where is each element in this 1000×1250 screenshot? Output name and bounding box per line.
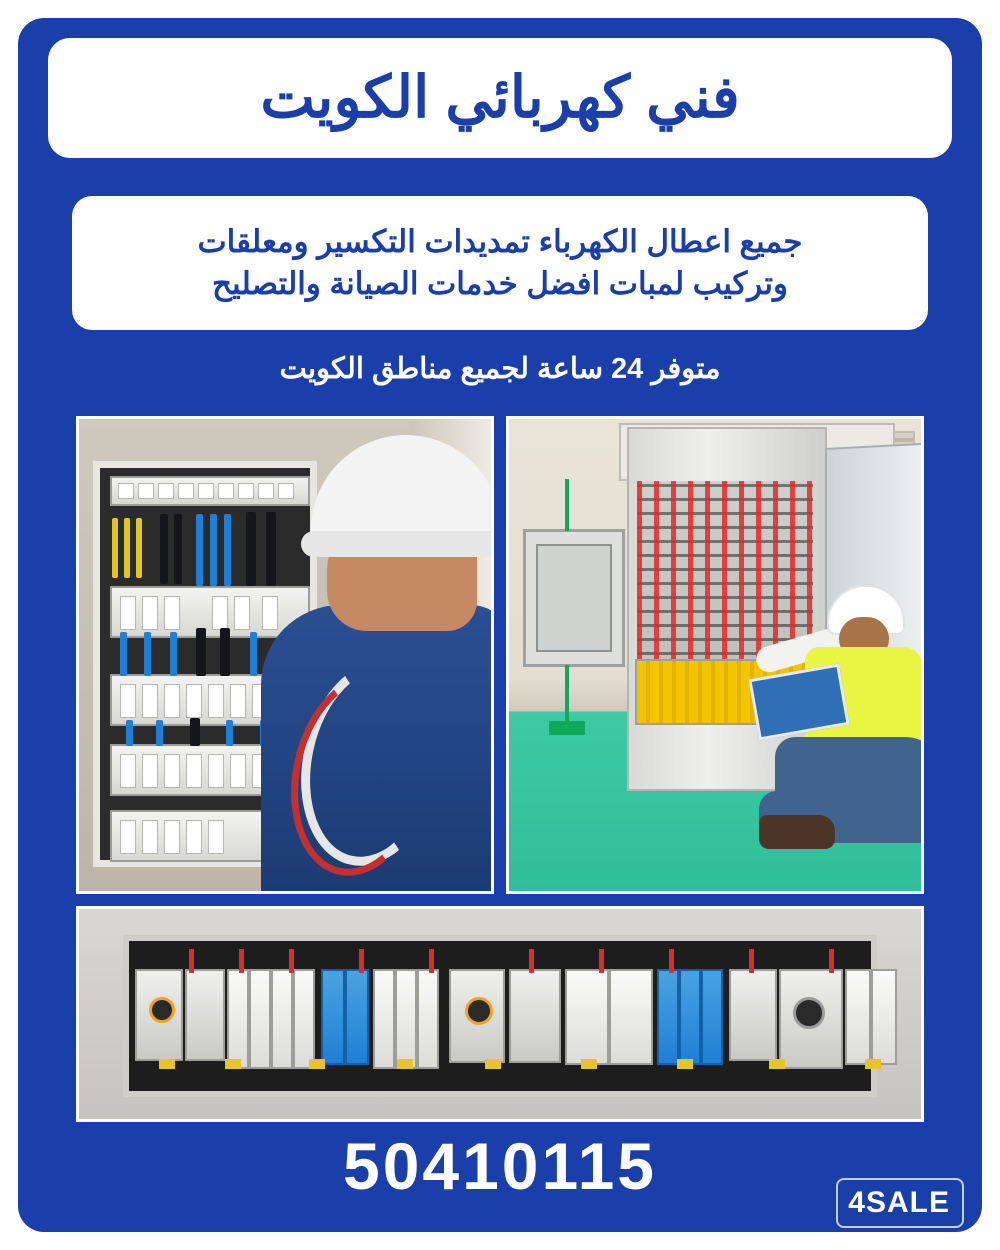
watermark-label: 4SALE	[848, 1186, 950, 1219]
services-line-1: جميع اعطال الكهرباء تمديدات التكسير ومعلقات	[197, 224, 803, 260]
page-title: فني كهربائي الكويت	[260, 65, 740, 130]
phone-number[interactable]: 50410115	[342, 1129, 657, 1203]
title-panel	[48, 38, 952, 158]
photo-row	[76, 416, 924, 894]
photo-breaker-panel-worker	[76, 416, 494, 894]
availability-text: متوفر 24 ساعة لجميع مناطق الكويت	[279, 352, 721, 385]
photo-technician-control-panel	[506, 416, 924, 894]
photo-control-panel-wide	[76, 906, 924, 1122]
services-line-2: وتركيب لمبات افضل خدمات الصيانة والتصليح	[212, 266, 789, 301]
services-panel	[72, 196, 928, 330]
watermark-4sale	[836, 1178, 964, 1228]
